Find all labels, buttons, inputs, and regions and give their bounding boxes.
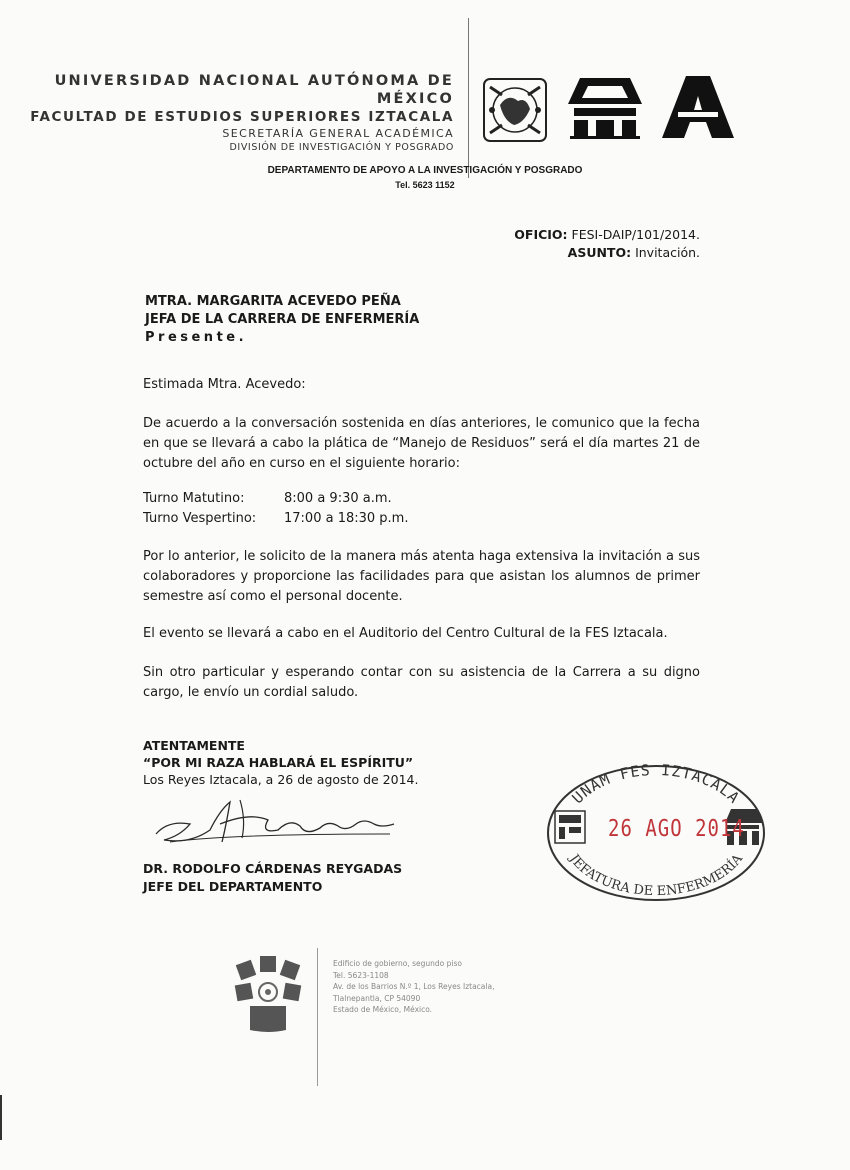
- oficio-line: [514, 226, 700, 244]
- paragraph-3: El evento se llevará a cabo en el Auditorio del Centro Cultural de la FES Iztacala.: [143, 626, 668, 641]
- recipient-block: [145, 293, 419, 347]
- svg-text:UNAM FES IZTACALA: [569, 763, 744, 807]
- scan-edge-mark: [0, 1095, 2, 1140]
- shift-row: [143, 509, 408, 529]
- oficio-value: FESI-DAIP/101/2014.: [567, 227, 700, 242]
- shift-time: 17:00 a 18:30 p.m.: [284, 511, 409, 526]
- svg-text:JEFATURA DE ENFERMERÍA: [565, 850, 746, 899]
- paragraph-1: De acuerdo a la conversación sostenida en días anteriores, le comunico que la fecha en que se llevará a cabo la plática de “Manejo de Residuos” será el día martes 21 de octubre del año en curso en el siguiente horario:: [143, 416, 700, 471]
- department-name: DEPARTAMENTO DE APOYO A LA INVESTIGACIÓN Y POSGRADO: [267, 165, 583, 176]
- department-heading: [0, 164, 850, 192]
- letter-a-logo-icon: [660, 74, 736, 140]
- shift-row: [143, 489, 392, 509]
- shift-label: Turno Matutino:: [143, 491, 245, 506]
- recipient-name: MTRA. MARGARITA ACEVEDO PEÑA: [145, 294, 401, 309]
- stamp-unam-logo-icon: [555, 811, 585, 843]
- asunto-label: ASUNTO:: [567, 245, 632, 260]
- footer-address-line: Estado de México, México.: [333, 1005, 433, 1014]
- stamp-date: 26 AGO 2014: [608, 815, 745, 843]
- signer-block: [143, 860, 402, 896]
- footer-address-line: Av. de los Barrios N.º 1, Los Reyes Iztacala,: [333, 982, 495, 991]
- paragraph-4: Sin otro particular y esperando contar con su asistencia de la Carrera a su digno cargo, le envío un cordial saludo.: [143, 665, 700, 700]
- footer-address-line: Tel. 5623-1108: [333, 970, 389, 980]
- division-name: DIVISIÓN DE INVESTIGACIÓN Y POSGRADO: [229, 142, 454, 153]
- header-divider: [468, 18, 469, 178]
- oficio-label: OFICIO:: [514, 227, 568, 242]
- presente-text: Presente.: [145, 330, 248, 345]
- secretaria-name: SECRETARÍA GENERAL ACADÉMICA: [222, 127, 454, 140]
- signer-title: JEFE DEL DEPARTAMENTO: [143, 879, 323, 894]
- reference-block: [514, 226, 700, 262]
- asunto-value: Invitación.: [631, 245, 700, 260]
- stamp-bottom-text: JEFATURA DE ENFERMERÍA: [566, 851, 746, 900]
- signer-name: DR. RODOLFO CÁRDENAS REYGADAS: [143, 861, 403, 876]
- recipient-title: JEFA DE LA CARRERA DE ENFERMERÍA: [145, 312, 420, 327]
- fes-emblem-icon: [232, 952, 304, 1034]
- unam-seal-icon: [480, 75, 550, 145]
- department-phone: Tel. 5623 1152: [395, 180, 455, 190]
- faculty-name: FACULTAD DE ESTUDIOS SUPERIORES IZTACALA: [30, 109, 454, 125]
- greeting: Estimada Mtra. Acevedo:: [143, 377, 306, 392]
- footer-address-line: Edificio de gobierno, segundo piso: [333, 959, 462, 968]
- atentamente-text: ATENTAMENTE: [143, 738, 245, 753]
- stamp-top-text: UNAM FES IZTACALA: [568, 763, 744, 808]
- footer-address-line: Tlalnepantla, CP 54090: [333, 993, 421, 1003]
- paragraph-2: Por lo anterior, le solicito de la manera más atenta haga extensiva la invitación a sus colaboradores y proporcione las facilidades para que asistan los alumnos de primer semestre así como el personal docente.: [143, 549, 700, 604]
- motto-text: “POR MI RAZA HABLARÁ EL ESPÍRITU”: [143, 755, 414, 770]
- asunto-line: [514, 244, 700, 262]
- closing-block: [143, 737, 418, 788]
- place-date: Los Reyes Iztacala, a 26 de agosto de 2014.: [143, 772, 419, 787]
- shift-label: Turno Vespertino:: [143, 511, 257, 526]
- fes-building-icon: [564, 74, 646, 140]
- footer-address: [333, 958, 494, 1016]
- shift-time: 8:00 a 9:30 a.m.: [284, 491, 392, 506]
- handwritten-signature: [150, 790, 400, 850]
- footer-divider: [317, 948, 318, 1086]
- university-name: UNIVERSIDAD NACIONAL AUTÓNOMA DE MÉXICO: [54, 73, 454, 107]
- university-header: [0, 72, 454, 155]
